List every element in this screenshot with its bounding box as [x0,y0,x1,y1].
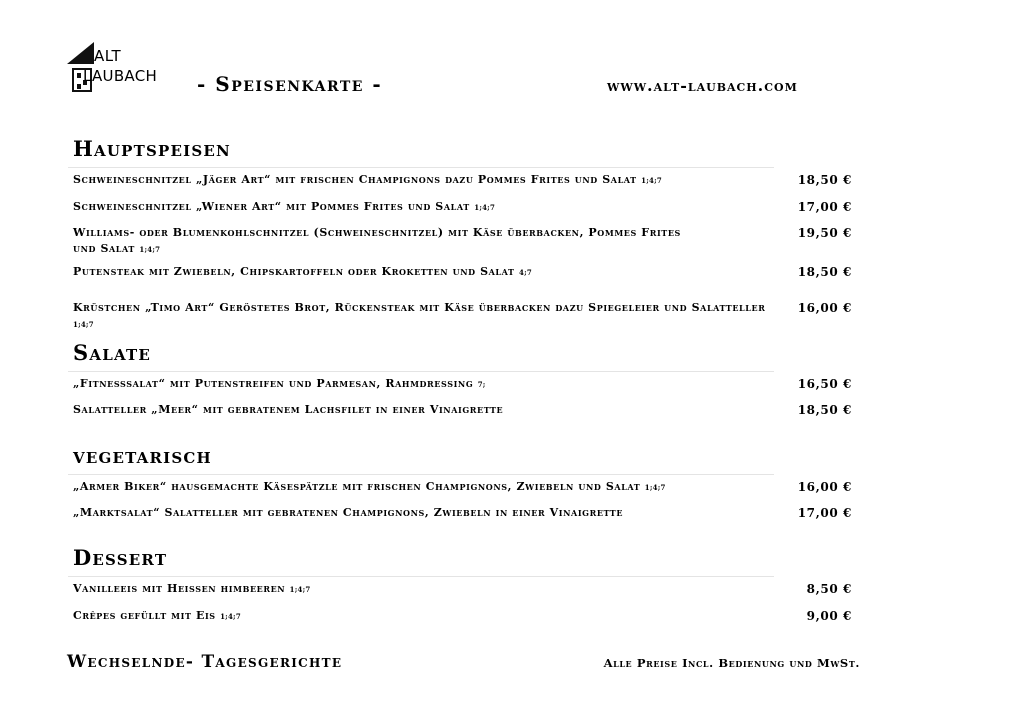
section-heading-salate: Salate [73,340,151,365]
item-allergens: 1;4;7 [641,176,662,185]
menu-title: - Speisenkarte - [197,72,383,96]
website-link[interactable]: www.alt-laubach.com [607,76,798,95]
menu-item [73,479,778,496]
item-price: 9,00 € [806,609,852,623]
item-price: 19,50 € [797,226,852,240]
menu-item [73,402,778,419]
item-name: Krüstchen „Timo Art“ Geröstetes Brot, Rückensteak mit Käse überbacken dazu Spiegeleier und Salatteller [73,301,766,314]
item-name: Vanilleeis mit Heissen himbeeren [73,582,286,595]
section-divider [68,371,774,372]
item-allergens: 1;4;7 [73,320,94,329]
item-price: 16,50 € [797,377,852,391]
section-heading-dessert: Dessert [73,545,168,570]
section-divider [68,167,774,168]
menu-item [73,608,778,625]
section-heading-hauptspeisen: Hauptspeisen [73,136,231,161]
item-allergens: 1;4;7 [220,612,241,621]
logo-text-laubach: LAUBACH [83,67,158,85]
item-allergens: 7; [477,380,486,389]
item-price: 18,50 € [797,265,852,279]
item-name: Crêpes gefüllt mit Eis [73,609,216,622]
item-name: Schweineschnitzel „Wiener Art“ mit Pommes Frites und Salat [73,200,470,213]
menu-item [73,376,778,393]
item-price: 17,00 € [797,200,852,214]
section-divider [68,474,774,475]
item-price: 8,50 € [806,582,852,596]
section-heading-vegetarisch: vegetarisch [73,443,212,468]
item-allergens: 1;4;7 [139,245,161,254]
item-price: 16,00 € [797,480,852,494]
price-note: Alle Preise Incl. Bedienung und MwSt. [603,656,860,670]
item-name: „Marktsalat“ Salatteller mit gebratenen Champignons, Zwiebeln in einer Vinaigrette [73,506,624,519]
item-price: 18,50 € [797,403,852,417]
item-price: 17,00 € [797,506,852,520]
item-name: Schweineschnitzel „Jäger Art“ mit frischen Champignons dazu Pommes Frites und Salat [73,173,637,186]
item-name: „Fitnesssalat“ mit Putenstreifen und Parmesan, Rahmdressing [73,377,474,390]
item-name: Salatteller „Meer“ mit gebratenem Lachsfilet in einer Vinaigrette [73,403,504,416]
item-price: 16,00 € [797,301,852,315]
item-name: Williams- oder Blumenkohlschnitzel (Schweineschnitzel) mit Käse überbacken, Pommes Frites und Salat [73,226,681,255]
logo-text-alt: ALT [94,47,122,65]
item-allergens: 1;4;7 [289,585,311,594]
item-allergens: 1;4;7 [474,203,496,212]
menu-item [73,581,778,598]
menu-item [73,225,693,258]
menu-item [73,172,778,189]
menu-item [73,505,778,522]
menu-item [73,300,773,333]
menu-item [73,199,778,216]
item-name: Putensteak mit Zwiebeln, Chipskartoffeln oder Kroketten und Salat [73,265,515,278]
item-name: „Armer Biker“ hausgemachte Käsespätzle mit frischen Champignons, Zwiebeln und Salat [73,480,641,493]
menu-item [73,264,778,281]
item-allergens: 1;4;7 [644,483,666,492]
item-allergens: 4;7 [519,268,532,277]
item-price: 18,50 € [797,173,852,187]
daily-specials-note: Wechselnde- Tagesgerichte [67,652,343,672]
section-divider [68,576,774,577]
logo [67,42,177,92]
